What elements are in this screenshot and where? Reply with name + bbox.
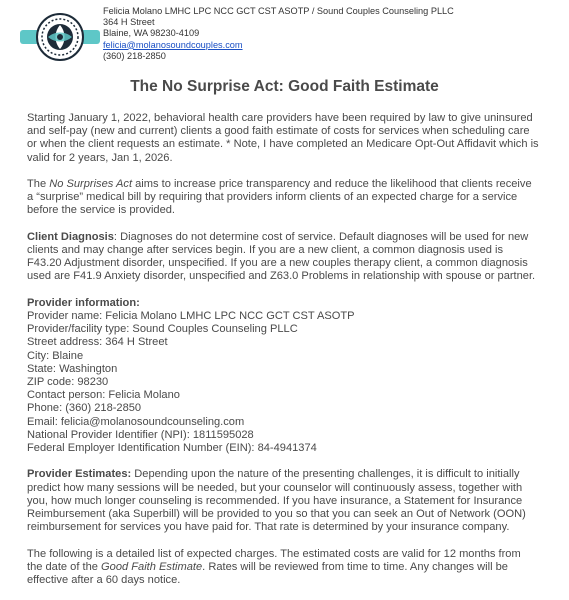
phone-number: (360) 218-2850 <box>103 50 166 61</box>
street-address: 364 H Street <box>103 17 155 28</box>
provider-street: Street address: 364 H Street <box>27 336 168 349</box>
letterhead <box>0 0 569 70</box>
diagnosis-label: Client Diagnosis <box>27 230 114 243</box>
charges-paragraph <box>27 548 539 588</box>
act-name: No Surprises Act <box>49 178 133 190</box>
mandala-logo-icon <box>20 12 100 62</box>
diagnosis-text: : Diagnoses do not determine cost of service. Default diagnoses will be used for new clients and may change after services begin. If you are a new client, a common diagnosis used is F43.20 Adjustment disorder, unspecified. If you are a new couples therapy client, a common diagnosis used are F41.9 Anxiety disorder, unspecified and Z63.0 Problems in relationship with spouse or partner. <box>27 230 536 283</box>
provider-contact: Contact person: Felicia Molano <box>27 389 180 402</box>
letterhead-text <box>103 6 454 62</box>
city-state-zip: Blaine, WA 98230-4109 <box>103 28 200 39</box>
provider-zip: ZIP code: 98230 <box>27 376 109 389</box>
practice-name: Felicia Molano LMHC LPC NCC GCT CST ASOTP / Sound Couples Counseling PLLC <box>103 6 454 16</box>
estimates-label: Provider Estimates: <box>27 468 132 481</box>
act-paragraph <box>27 178 539 218</box>
good-faith-estimate-term: Good Faith Estimate <box>101 560 203 573</box>
provider-city: City: Blaine <box>27 349 84 362</box>
act-text-end: aims to increase price transparency and reduce the likelihood that clients receive a “surprise” medical bill by requiring that providers inform clients of an expected charge for a service before the service is provided. <box>27 178 532 217</box>
provider-email: Email: felicia@molanosoundcounseling.com <box>27 415 245 428</box>
diagnosis-paragraph <box>27 231 539 284</box>
provider-ein: Federal Employer Identification Number (EIN): 84-4941374 <box>27 442 317 455</box>
charges-text-end: . Rates will be reviewed from time to time. Any changes will be effective after a 60 days notice. <box>27 560 508 587</box>
intro-paragraph: Starting January 1, 2022, behavioral health care providers have been required by law to give uninsured and self-pay (new and current) clients a good faith estimate of costs for services when scheduling care or when the client requests an estimate. * Note, I have completed an Medicare Opt-Out Affidavit which is valid for 2 years, Jan 1, 2026. <box>27 112 539 164</box>
provider-phone: Phone: (360) 218-2850 <box>27 402 142 415</box>
provider-type: Provider/facility type: Sound Couples Counseling PLLC <box>27 323 298 336</box>
estimates-text: Depending upon the nature of the presenting challenges, it is difficult to initially predict how many sessions will be needed, but your counselor will continuously assess, together with you, how much longer counseling is recommended. If you have insurance, a Statement for Insurance Reimbursement (aka Superbill) will be provided to you so that you can seek an Out of Network (OON) reimbursement for services you have paid for. That rate is determined by your insurance company. <box>27 468 526 534</box>
provider-state: State: Washington <box>27 362 118 375</box>
provider-heading: Provider information: <box>27 296 140 309</box>
provider-name: Provider name: Felicia Molano LMHC LPC NCC GCT CST ASOTP <box>27 310 355 322</box>
charges-text-start: The following is a detailed list of expected charges. The estimated costs are valid for 12 months from the date of the <box>27 547 521 573</box>
provider-information <box>27 297 539 455</box>
page-title: The No Surprise Act: Good Faith Estimate <box>130 78 439 95</box>
email-link[interactable]: felicia@molanosoundcouples.com <box>103 39 243 50</box>
act-text-start: The <box>27 178 50 190</box>
document-body <box>27 112 539 600</box>
provider-npi: National Provider Identifier (NPI): 1811595028 <box>27 428 254 441</box>
estimates-paragraph <box>27 468 539 534</box>
